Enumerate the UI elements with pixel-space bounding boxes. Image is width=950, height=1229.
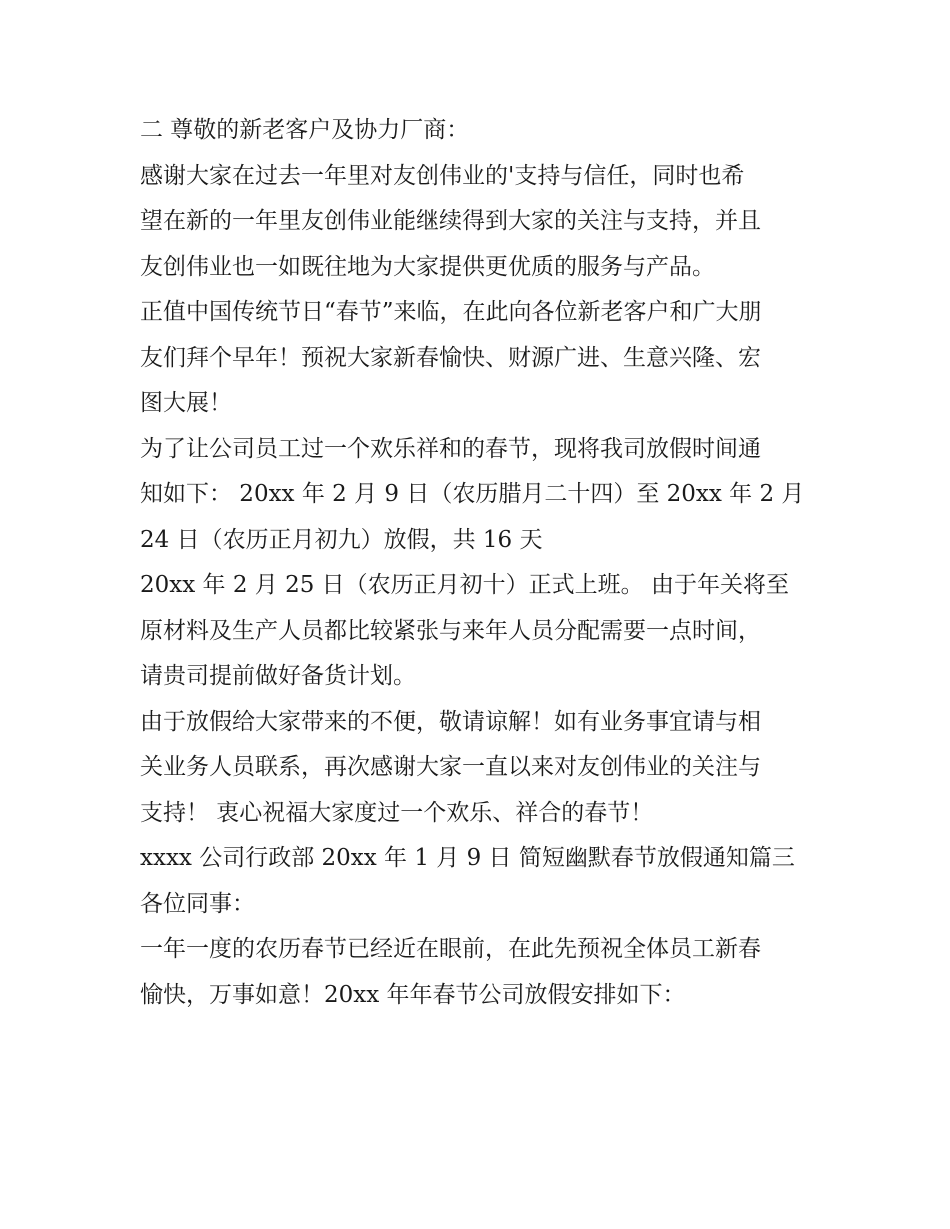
text-line: 由于放假给大家带来的不便，敬请谅解！如有业务事宜请与相 <box>140 708 761 735</box>
text-line: 望在新的一年里友创伟业能继续得到大家的关注与支持，并且 <box>140 208 761 234</box>
text-line: 原材料及生产人员都比较紧张与来年人员分配需要一点时间， <box>140 617 761 644</box>
text-line: 关业务人员联系，再次感谢大家一直以来对友创伟业的关注与 <box>140 754 761 780</box>
text-line: 愉快，万事如意！20xx 年年春节公司放假安排如下： <box>140 981 686 1008</box>
text-line: 支持！ 衷心祝福大家度过一个欢乐、祥合的春节！ <box>140 799 654 826</box>
text-line: 图大展！ <box>140 390 232 416</box>
text-line: 为了让公司员工过一个欢乐祥和的春节，现将我司放假时间通 <box>140 435 761 462</box>
text-line: 友们拜个早年！预祝大家新春愉快、财源广进、生意兴隆、宏 <box>140 344 761 371</box>
text-line: 正值中国传统节日“春节”来临，在此向各位新老客户和广大朋 <box>140 299 762 325</box>
document-body <box>140 108 820 1018</box>
text-line: xxxx 公司行政部 20xx 年 1 月 9 日 简短幽默春节放假通知篇三 <box>140 845 795 871</box>
text-line: 20xx 年 2 月 25 日（农历正月初十）正式上班。 由于年关将至 <box>140 572 789 598</box>
text-line: 请贵司提前做好备货计划。 <box>140 663 416 689</box>
text-line: 感谢大家在过去一年里对友创伟业的'支持与信任，同时也希 <box>140 162 745 189</box>
text-line: 24 日（农历正月初九）放假，共 16 天 <box>140 526 543 553</box>
text-line: 二 尊敬的新老客户及协力厂商： <box>140 117 470 143</box>
text-line: 一年一度的农历春节已经近在眼前，在此先预祝全体员工新春 <box>140 936 761 962</box>
text-line: 友创伟业也一如既往地为大家提供更优质的服务与产品。 <box>140 253 715 280</box>
text-line: 各位同事： <box>140 890 255 917</box>
text-line: 知如下： 20xx 年 2 月 9 日（农历腊月二十四）至 20xx 年 2 月 <box>140 481 805 507</box>
